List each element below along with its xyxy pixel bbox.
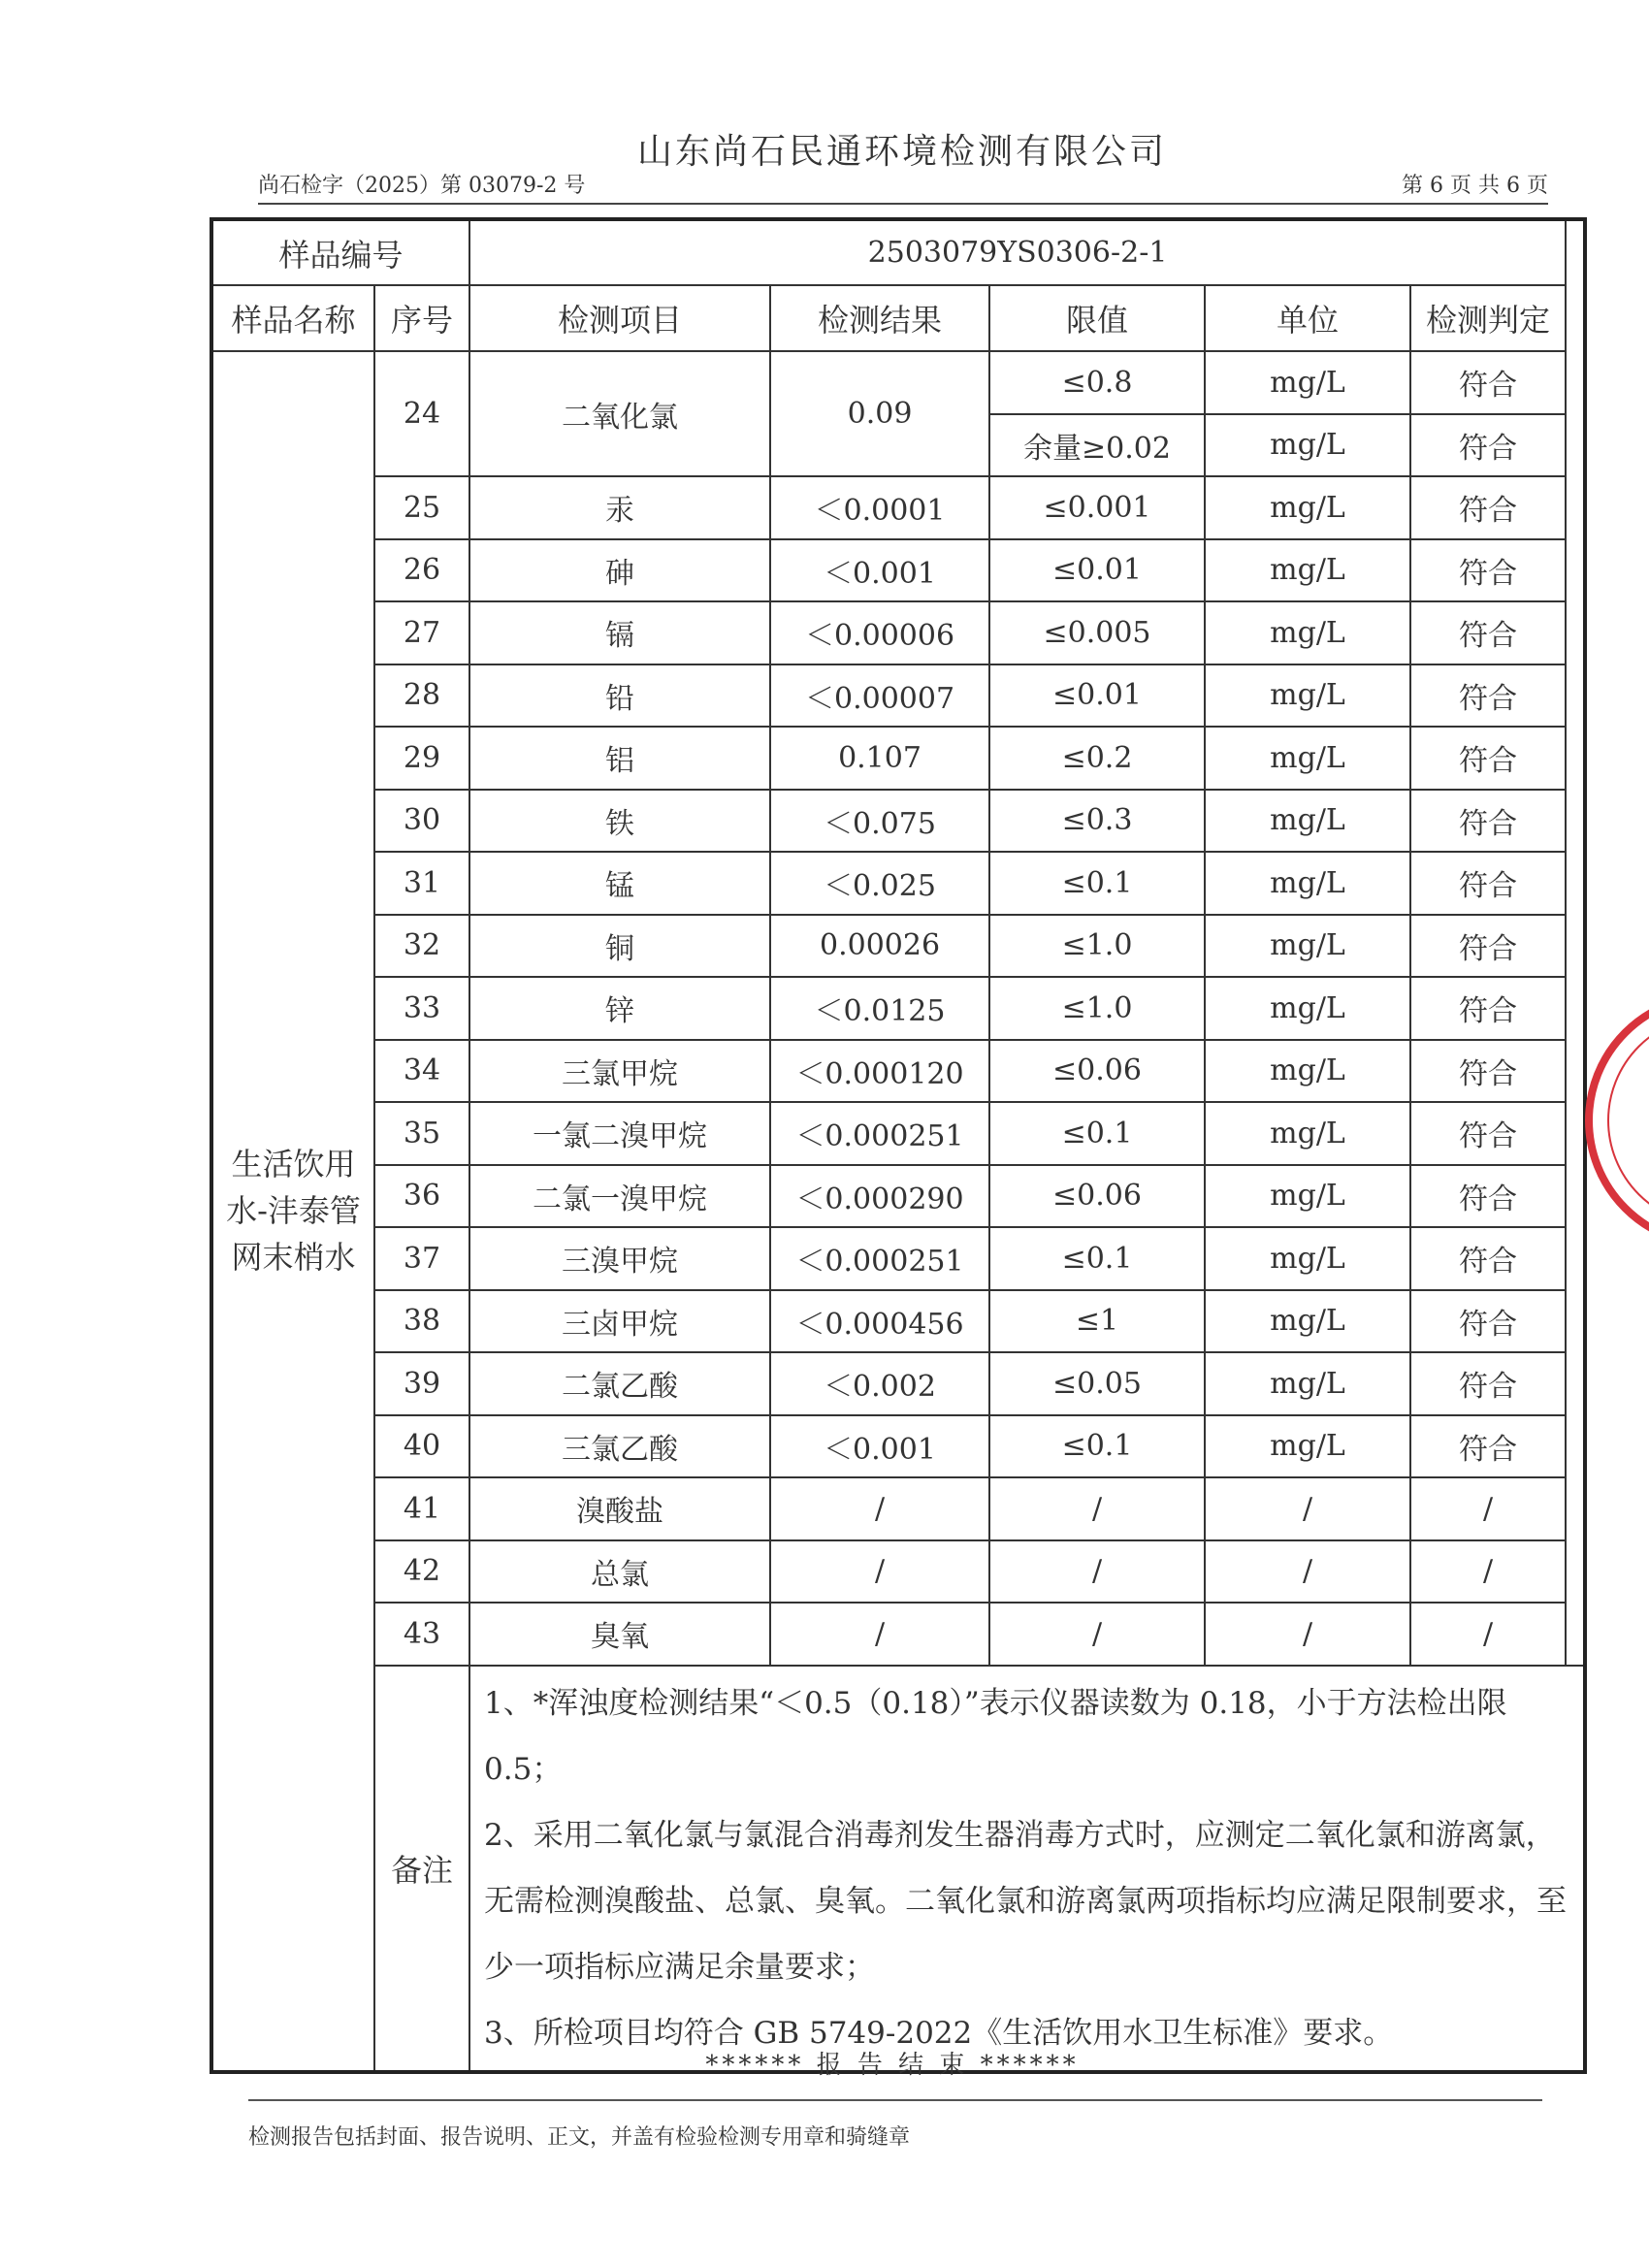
row-limit: ≤0.05 — [989, 1352, 1205, 1415]
row-limit: ≤0.3 — [989, 790, 1205, 853]
row-limit: ≤0.1 — [989, 1415, 1205, 1478]
note-item: 3、所检项目均符合 GB 5749-2022《生活饮用水卫生标准》要求。 — [484, 2015, 1394, 2051]
row-verdict: 符合 — [1410, 1040, 1566, 1103]
row-no: 26 — [374, 539, 469, 602]
row-result: ＜0.000290 — [770, 1165, 989, 1228]
row-item: 一氯二溴甲烷 — [469, 1102, 770, 1165]
row-item: 二氧化氯 — [469, 351, 770, 476]
row-no: 24 — [374, 351, 469, 476]
row-limit: ≤0.01 — [989, 664, 1205, 728]
table-row — [211, 1352, 1585, 1415]
report-number: 尚石检字（2025）第 03079-2 号 — [258, 174, 586, 198]
row-item: 锰 — [469, 852, 770, 915]
table-row — [211, 1040, 1585, 1103]
row-no: 36 — [374, 1165, 469, 1228]
table-row — [211, 1102, 1585, 1165]
row-verdict: 符合 — [1410, 476, 1566, 539]
row-no: 37 — [374, 1227, 469, 1290]
row-item: 臭氧 — [469, 1603, 770, 1666]
row-item: 二氯乙酸 — [469, 1352, 770, 1415]
header-no: 序号 — [374, 285, 469, 351]
row-result: ＜0.000120 — [770, 1040, 989, 1103]
table-row — [211, 1477, 1585, 1540]
table-row — [211, 852, 1585, 915]
row-result: ＜0.000456 — [770, 1290, 989, 1353]
row-verdict: / — [1410, 1603, 1566, 1666]
row-item: 溴酸盐 — [469, 1477, 770, 1540]
row-unit: mg/L — [1205, 1040, 1410, 1103]
notes-row — [211, 1666, 1585, 2072]
row-result: / — [770, 1603, 989, 1666]
table-row — [211, 1540, 1585, 1604]
notes-label: 备注 — [374, 1666, 469, 2072]
row-verdict: / — [1410, 1540, 1566, 1604]
row-unit: mg/L — [1205, 852, 1410, 915]
row-verdict: 符合 — [1410, 351, 1566, 414]
row-verdict: 符合 — [1410, 852, 1566, 915]
row-unit: mg/L — [1205, 476, 1410, 539]
sample-id-row — [211, 219, 1585, 285]
row-verdict: 符合 — [1410, 1290, 1566, 1353]
row-limit: ≤0.1 — [989, 1102, 1205, 1165]
row-limit: / — [989, 1540, 1205, 1604]
header-unit: 单位 — [1205, 285, 1410, 351]
table-row — [211, 1415, 1585, 1478]
red-seal-stamp — [1568, 989, 1649, 1251]
row-unit: / — [1205, 1477, 1410, 1540]
report-subheader — [258, 169, 1548, 205]
row-limit: ≤0.1 — [989, 852, 1205, 915]
row-item: 铝 — [469, 727, 770, 790]
row-result: ＜0.0001 — [770, 476, 989, 539]
row-item: 铜 — [469, 915, 770, 978]
row-limit: / — [989, 1477, 1205, 1540]
row-unit: mg/L — [1205, 727, 1410, 790]
row-limit: ≤1.0 — [989, 915, 1205, 978]
row-no: 31 — [374, 852, 469, 915]
row-item: 三卤甲烷 — [469, 1290, 770, 1353]
row-no: 33 — [374, 977, 469, 1040]
row-result: ＜0.025 — [770, 852, 989, 915]
row-result: ＜0.001 — [770, 1415, 989, 1478]
row-limit: / — [989, 1603, 1205, 1666]
header-result: 检测结果 — [770, 285, 989, 351]
row-no: 40 — [374, 1415, 469, 1478]
row-verdict: 符合 — [1410, 727, 1566, 790]
row-no: 32 — [374, 915, 469, 978]
table-row — [211, 351, 1585, 414]
row-result: ＜0.000251 — [770, 1102, 989, 1165]
row-result: ＜0.001 — [770, 539, 989, 602]
row-unit: mg/L — [1205, 1227, 1410, 1290]
row-result: / — [770, 1477, 989, 1540]
row-item: 砷 — [469, 539, 770, 602]
table-row — [211, 601, 1585, 664]
table-row — [211, 476, 1585, 539]
row-unit: mg/L — [1205, 1102, 1410, 1165]
row-verdict: 符合 — [1410, 601, 1566, 664]
row-limit: ≤0.8 — [989, 351, 1205, 414]
note-item: 2、采用二氧化氯与氯混合消毒剂发生器消毒方式时，应测定二氧化氯和游离氯，无需检测溴酸盐、总氯、臭氧。二氧化氯和游离氯两项指标均应满足限制要求，至少一项指标应满足余量要求； — [484, 1817, 1568, 1985]
row-limit: 余量≥0.02 — [989, 414, 1205, 477]
table-row — [211, 977, 1585, 1040]
row-unit: mg/L — [1205, 915, 1410, 978]
header-sample-name: 样品名称 — [211, 285, 374, 351]
header-item: 检测项目 — [469, 285, 770, 351]
row-unit: / — [1205, 1540, 1410, 1604]
row-item: 三氯乙酸 — [469, 1415, 770, 1478]
row-limit: ≤0.2 — [989, 727, 1205, 790]
table-row — [211, 915, 1585, 978]
footer-note: 检测报告包括封面、报告说明、正文，并盖有检验检测专用章和骑缝章 — [248, 2125, 911, 2150]
row-item: 二氯一溴甲烷 — [469, 1165, 770, 1228]
row-result: ＜0.000251 — [770, 1227, 989, 1290]
row-limit: ≤1.0 — [989, 977, 1205, 1040]
row-unit: mg/L — [1205, 1352, 1410, 1415]
page-indicator: 第 6 页 共 6 页 — [1402, 174, 1548, 198]
row-result: 0.00026 — [770, 915, 989, 978]
row-item: 锌 — [469, 977, 770, 1040]
row-verdict: 符合 — [1410, 539, 1566, 602]
row-item: 总氯 — [469, 1540, 770, 1604]
row-no: 42 — [374, 1540, 469, 1604]
row-result: 0.09 — [770, 351, 989, 476]
row-no: 34 — [374, 1040, 469, 1103]
row-no: 30 — [374, 790, 469, 853]
sample-id-value: 2503079YS0306-2-1 — [469, 219, 1566, 285]
row-unit: mg/L — [1205, 351, 1410, 414]
row-unit: mg/L — [1205, 601, 1410, 664]
table-row — [211, 539, 1585, 602]
note-item: 1、*浑浊度检测结果“＜0.5（0.18）”表示仪器读数为 0.18，小于方法检出限 0.5； — [484, 1685, 1507, 1787]
row-verdict: 符合 — [1410, 664, 1566, 728]
report-end-mark: ****** 报 告 结 束 ****** — [705, 2051, 1080, 2080]
row-limit: ≤0.001 — [989, 476, 1205, 539]
header-limit: 限值 — [989, 285, 1205, 351]
table-row — [211, 727, 1585, 790]
row-limit: ≤0.06 — [989, 1165, 1205, 1228]
row-no: 38 — [374, 1290, 469, 1353]
table-row — [211, 1603, 1585, 1666]
row-verdict: 符合 — [1410, 977, 1566, 1040]
row-verdict: 符合 — [1410, 915, 1566, 978]
sample-id-label: 样品编号 — [211, 219, 469, 285]
row-no: 27 — [374, 601, 469, 664]
header-row — [211, 285, 1585, 351]
row-verdict: / — [1410, 1477, 1566, 1540]
sample-category: 生活饮用水-沣泰管网末梢水 — [211, 351, 374, 2072]
row-result: / — [770, 1540, 989, 1604]
row-item: 三溴甲烷 — [469, 1227, 770, 1290]
row-unit: mg/L — [1205, 1290, 1410, 1353]
row-limit: ≤0.06 — [989, 1040, 1205, 1103]
row-unit: mg/L — [1205, 1415, 1410, 1478]
row-result: ＜0.002 — [770, 1352, 989, 1415]
seal-ring — [1589, 996, 1649, 1245]
company-name: 山东尚石民通环境检测有限公司 — [636, 132, 1167, 172]
row-item: 镉 — [469, 601, 770, 664]
footer-divider — [248, 2099, 1542, 2101]
results-table — [210, 217, 1587, 2074]
row-unit: mg/L — [1205, 414, 1410, 477]
row-result: ＜0.00006 — [770, 601, 989, 664]
row-item: 铁 — [469, 790, 770, 853]
row-item: 铅 — [469, 664, 770, 728]
row-verdict: 符合 — [1410, 1102, 1566, 1165]
row-unit: mg/L — [1205, 664, 1410, 728]
table-row — [211, 1290, 1585, 1353]
row-no: 28 — [374, 664, 469, 728]
row-limit: ≤1 — [989, 1290, 1205, 1353]
row-item: 汞 — [469, 476, 770, 539]
header-verdict: 检测判定 — [1410, 285, 1566, 351]
row-result: ＜0.0125 — [770, 977, 989, 1040]
row-verdict: 符合 — [1410, 1227, 1566, 1290]
row-verdict: 符合 — [1410, 1352, 1566, 1415]
row-no: 25 — [374, 476, 469, 539]
row-no: 43 — [374, 1603, 469, 1666]
row-unit: mg/L — [1205, 977, 1410, 1040]
row-unit: mg/L — [1205, 1165, 1410, 1228]
row-unit: / — [1205, 1603, 1410, 1666]
row-unit: mg/L — [1205, 539, 1410, 602]
row-verdict: 符合 — [1410, 1415, 1566, 1478]
row-verdict: 符合 — [1410, 790, 1566, 853]
row-no: 41 — [374, 1477, 469, 1540]
table-row — [211, 664, 1585, 728]
row-verdict: 符合 — [1410, 1165, 1566, 1228]
row-result: ＜0.00007 — [770, 664, 989, 728]
row-limit: ≤0.01 — [989, 539, 1205, 602]
table-row — [211, 790, 1585, 853]
row-no: 35 — [374, 1102, 469, 1165]
table-row — [211, 1227, 1585, 1290]
row-result: 0.107 — [770, 727, 989, 790]
table-row — [211, 1165, 1585, 1228]
row-unit: mg/L — [1205, 790, 1410, 853]
row-result: ＜0.075 — [770, 790, 989, 853]
row-no: 39 — [374, 1352, 469, 1415]
row-no: 29 — [374, 727, 469, 790]
row-limit: ≤0.1 — [989, 1227, 1205, 1290]
seal-icon — [1568, 989, 1649, 1251]
row-item: 三氯甲烷 — [469, 1040, 770, 1103]
row-limit: ≤0.005 — [989, 601, 1205, 664]
row-verdict: 符合 — [1410, 414, 1566, 477]
notes-content — [469, 1666, 1585, 2072]
